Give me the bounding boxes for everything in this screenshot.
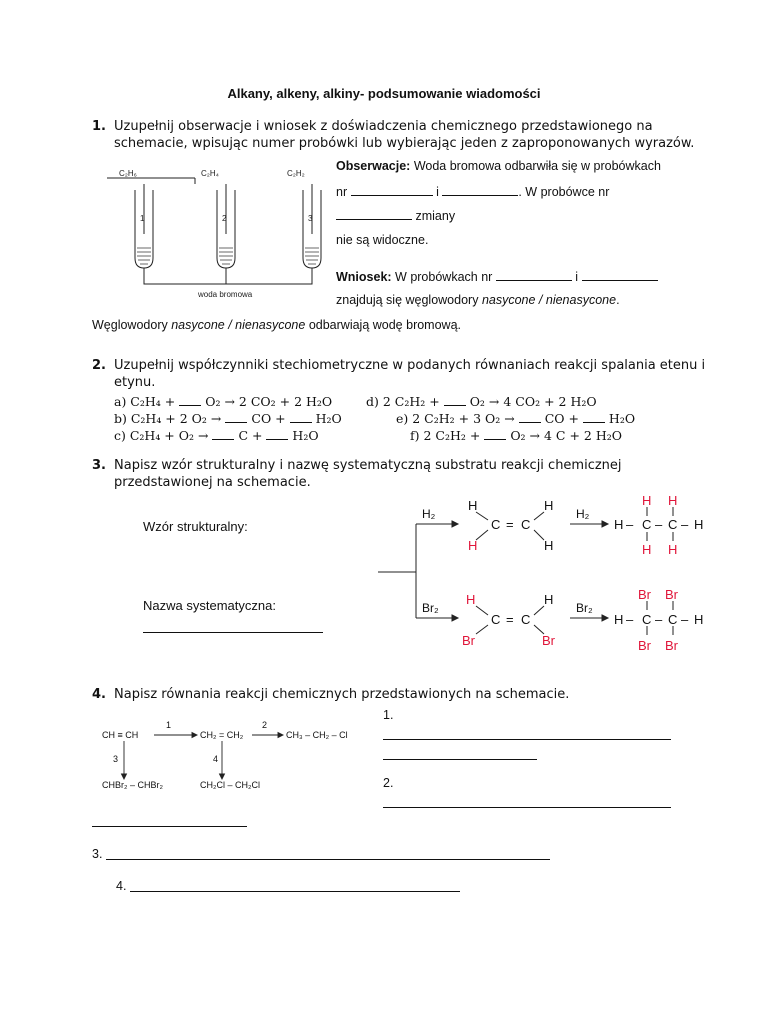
svg-text:H: H <box>544 538 554 553</box>
task1-instruction: 1. Uzupełnij obserwacje i wniosek z doświadczenia chemicznego przedstawionego na schemacie, wpisując numer probówki lub wybierając jeden z zaproponowanych wyrazów. <box>92 119 695 151</box>
obs-blank-1[interactable] <box>351 184 433 196</box>
equation-a: a) C₂H₄ + O₂ → 2 CO₂ + 2 H₂O <box>114 394 333 409</box>
ethene: CH₂ = CH₂ <box>200 730 244 740</box>
svg-text:Br: Br <box>665 587 678 602</box>
water-label: woda bromowa <box>198 290 253 299</box>
systematic-name-label: Nazwa systematyczna: <box>143 598 276 613</box>
eq-c-blank-2[interactable] <box>266 428 288 440</box>
equations-left <box>114 393 342 444</box>
answer-label-1: 1. <box>383 708 394 722</box>
svg-text:C: C <box>491 612 501 627</box>
svg-text:=: = <box>506 612 514 627</box>
svg-text:C: C <box>521 517 531 532</box>
answer-label-2: 2. <box>383 776 394 790</box>
answer-1-line-a[interactable] <box>383 739 671 740</box>
observation-line1: Obserwacje: Woda bromowa odbarwiła się w probówkach <box>336 159 661 173</box>
svg-text:1: 1 <box>166 720 172 730</box>
ethyne: CH ≡ CH <box>102 730 139 740</box>
equation-f: f) 2 C₂H₂ + O₂ → 4 C + 2 H₂O <box>410 428 622 443</box>
svg-text:C: C <box>491 517 501 532</box>
obs-blank-2[interactable] <box>442 184 518 196</box>
svg-text:Br: Br <box>638 638 651 653</box>
obs-blank-3[interactable] <box>336 208 412 220</box>
equation-d: d) 2 C₂H₂ + O₂ → 4 CO₂ + 2 H₂O <box>366 394 597 409</box>
svg-text:H: H <box>544 592 554 607</box>
svg-text:–: – <box>655 517 663 532</box>
task4-instruction: 4. Napisz równania reakcji chemicznych przedstawionych na schemacie. <box>92 687 570 702</box>
task1-number: 1. <box>92 119 106 134</box>
svg-text:–: – <box>681 612 689 627</box>
answer-3-line[interactable] <box>106 859 550 860</box>
answer-label-4: 4. <box>116 879 127 893</box>
equations-right <box>366 393 635 444</box>
eq-e-blank-2[interactable] <box>583 411 605 423</box>
task1-summary: Węglowodory nasycone / nienasycone odbarwiają wodę bromową. <box>92 318 461 332</box>
svg-text:C: C <box>521 612 531 627</box>
equation-b: b) C₂H₄ + 2 O₂ → CO + H₂O <box>114 411 342 426</box>
task3-instruction: 3. Napisz wzór strukturalny i nazwę systematyczną substratu reakcji chemicznej przedstawionej na schemacie. <box>92 458 622 490</box>
svg-text:Br: Br <box>462 633 475 648</box>
observation-line4: nie są widoczne. <box>336 233 429 247</box>
svg-text:Br₂: Br₂ <box>576 601 593 615</box>
observation-line2: nr i . W probówce nr <box>336 185 610 199</box>
answer-4-line[interactable] <box>130 891 460 892</box>
svg-text:H: H <box>614 612 624 627</box>
task3-number: 3. <box>92 458 106 473</box>
tube2-gas: C₂H₄ <box>201 169 219 178</box>
eq-a-blank[interactable] <box>179 394 201 406</box>
task2-number: 2. <box>92 358 106 373</box>
svg-text:C: C <box>668 517 678 532</box>
tube3-number: 3 <box>308 214 313 223</box>
top-ethane <box>614 493 703 557</box>
concl-blank-2[interactable] <box>582 269 658 281</box>
svg-text:C: C <box>642 612 652 627</box>
conclusion-line2: znajdują się węglowodory nasycone / nienasycone. <box>336 293 620 307</box>
svg-text:–: – <box>681 517 689 532</box>
svg-text:Br: Br <box>638 587 651 602</box>
reagent-h2: H₂ <box>422 507 436 521</box>
answer-2-line-a[interactable] <box>383 807 671 808</box>
svg-text:H: H <box>544 498 554 513</box>
svg-text:H₂: H₂ <box>576 507 590 521</box>
svg-text:4: 4 <box>213 754 219 764</box>
task4-number: 4. <box>92 687 106 702</box>
svg-text:H: H <box>466 592 476 607</box>
eq-d-blank[interactable] <box>444 394 466 406</box>
conclusion-line1: Wniosek: W probówkach nr i <box>336 269 658 284</box>
observation-line3: zmiany <box>336 208 455 223</box>
svg-text:H: H <box>694 517 704 532</box>
eq-e-blank-1[interactable] <box>519 411 541 423</box>
tube3-gas: C₂H₂ <box>287 169 305 178</box>
svg-text:–: – <box>655 612 663 627</box>
svg-text:2: 2 <box>262 720 268 730</box>
svg-text:H: H <box>468 538 478 553</box>
tube1-number: 1 <box>140 214 145 223</box>
task2-instruction: 2. Uzupełnij współczynniki stechiometryczne w podanych równaniach reakcji spalania etenu i etynu. <box>92 358 706 390</box>
eq-b-blank-1[interactable] <box>225 411 247 423</box>
reagent-br2: Br₂ <box>422 601 439 615</box>
systematic-name-answer-line[interactable] <box>143 632 323 633</box>
tube2-number: 2 <box>222 214 227 223</box>
eq-f-blank[interactable] <box>484 428 506 440</box>
structural-formula-label: Wzór strukturalny: <box>143 519 248 534</box>
tube1-gas: C₂H₆ <box>119 169 137 178</box>
dichloroethane: CH₂Cl – CH₂Cl <box>200 780 260 790</box>
test-tubes-diagram <box>105 166 335 306</box>
concl-blank-1[interactable] <box>496 269 572 281</box>
page-title: Alkany, alkeny, alkiny- podsumowanie wiadomości <box>227 86 541 101</box>
svg-text:–: – <box>626 612 634 627</box>
answer-label-3: 3. <box>92 847 103 861</box>
task3-reaction-scheme <box>376 488 716 664</box>
answer-2-line-b[interactable] <box>92 826 247 827</box>
eq-b-blank-2[interactable] <box>290 411 312 423</box>
svg-text:H: H <box>694 612 704 627</box>
equation-e: e) 2 C₂H₂ + 3 O₂ → CO + H₂O <box>396 411 636 426</box>
svg-text:H: H <box>642 542 652 557</box>
svg-text:Br: Br <box>665 638 678 653</box>
svg-text:C: C <box>668 612 678 627</box>
tetrabromoethane: CHBr₂ – CHBr₂ <box>102 780 163 790</box>
task4-reaction-scheme <box>98 716 378 796</box>
chloroethane: CH₃ – CH₂ – Cl <box>286 730 348 740</box>
svg-text:=: = <box>506 517 514 532</box>
svg-text:H: H <box>468 498 478 513</box>
bottom-alkene <box>462 592 556 648</box>
equation-c: c) C₂H₄ + O₂ → C + H₂O <box>114 428 319 443</box>
eq-c-blank-1[interactable] <box>212 428 234 440</box>
bottom-haloalkane <box>614 587 703 653</box>
svg-text:H: H <box>614 517 624 532</box>
svg-text:H: H <box>668 493 678 508</box>
svg-text:H: H <box>668 542 678 557</box>
svg-text:H: H <box>642 493 652 508</box>
svg-text:C: C <box>642 517 652 532</box>
answer-1-line-b[interactable] <box>383 759 537 760</box>
svg-text:–: – <box>626 517 634 532</box>
top-alkene <box>468 498 553 553</box>
svg-text:3: 3 <box>113 754 119 764</box>
svg-text:Br: Br <box>542 633 555 648</box>
